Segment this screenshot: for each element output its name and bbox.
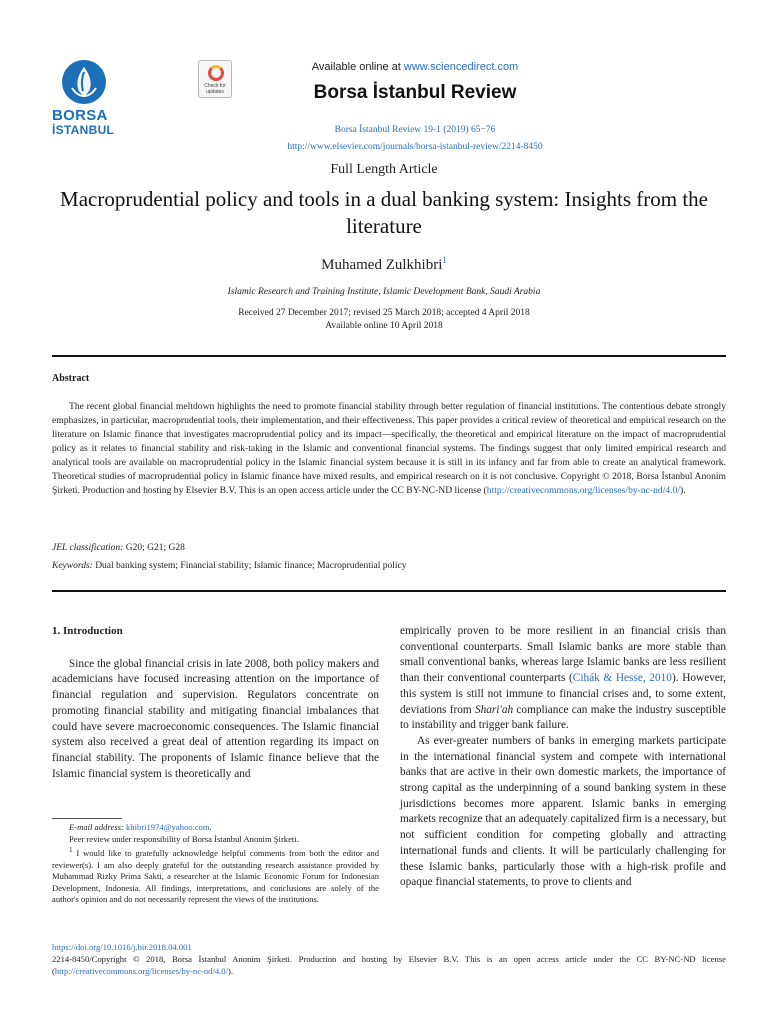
keywords-label: Keywords: <box>52 561 93 571</box>
available-date: Available online 10 April 2018 <box>325 321 443 331</box>
para2-text-b: ). However, this system is still not immune to financial crises and, to some extent, deviations from <box>400 672 726 716</box>
available-online <box>0 61 768 73</box>
abstract-copyright: Copyright © 2018, Borsa İstanbul Anonim Şirketi. Production and hosting by Elsevier B.V. This is an open access article under the CC BY-NC-ND license ( <box>52 471 727 496</box>
journal-citation[interactable]: Borsa İstanbul Review 19-1 (2019) 65−76 <box>334 125 496 135</box>
email-end: . <box>209 822 212 832</box>
peer-review-note: Peer review under responsibility of Borsa İstanbul Anonim Şirketi. <box>69 833 299 844</box>
footnote-rule <box>52 818 122 819</box>
footer-license-close: ). <box>227 966 233 976</box>
abstract-top-rule <box>52 355 726 357</box>
abstract-license-link[interactable]: http://creativecommons.org/licenses/by-nc-nd/4.0/ <box>486 485 681 496</box>
para2-shariah: Shari'ah <box>474 703 514 716</box>
jel-value: G20; G21; G28 <box>123 543 185 553</box>
abstract-body <box>52 400 726 498</box>
right-column <box>400 624 726 891</box>
received-dates: Received 27 December 2017; revised 25 March 2018; accepted 4 April 2018 <box>238 308 530 318</box>
logo-text-borsa: BORSA <box>52 107 108 124</box>
author-email-link[interactable]: khibri1974@yahoo.com <box>125 822 210 832</box>
citation-cihak-hesse[interactable]: Cihák & Hesse, 2010 <box>572 672 672 685</box>
author-name <box>0 255 768 274</box>
footer-copyright-text: 2214-8450/Copyright © 2018, Borsa İstanbul Anonim Şirketi. Production and hosting by Elsevier B.V. This is an open access article under the CC BY-NC-ND license ( <box>52 954 726 976</box>
sciencedirect-link[interactable]: www.sciencedirect.com <box>403 61 519 73</box>
acknowledgement-text: I would like to gratefully acknowledge helpful comments from both the editor and reviewer(s). I am also deeply grateful for the outstanding research assistance provided by Muhammad Rizky Prima Sakti, a researcher at the Islamic Economic Forum for Indonesian Development, Indonesia. All findings, interpretations, and conclusions are solely of the author's opinion and do not necessarily represent the views of the institutions. <box>52 848 379 905</box>
abstract-heading: Abstract <box>52 373 90 384</box>
email-label: E-mail address: <box>69 822 126 832</box>
acknowledgement-footnote <box>52 845 379 906</box>
available-online-text: Available online at <box>311 61 404 73</box>
keywords-value: Dual banking system; Financial stability; Islamic finance; Macroprudential policy <box>92 561 407 571</box>
footnote-mark-1: 1 <box>69 846 73 855</box>
article-title: Macroprudential policy and tools in a dual banking system: Insights from the literature <box>60 187 708 238</box>
article-dates <box>0 307 768 333</box>
abstract-text: The recent global financial meltdown highlights the need to promote financial stability through better regulation of financial institutions. The contentious debate strongly emphasizes, in particular, macroprudential tools, their implementation, and their effectiveness. This paper provides a critical review of theoretical and empirical research on the literature on Islamic finance that investigates macroprudential policy and its impact—specifically, the theoretical and empirical literature on the impact of macroprudential policy as it relates to financial stability and risk-taking in the Islamic and conventional financial systems. The findings suggest that only limited empirical research and analytical tools are available on macroprudential policy in the Islamic financial system because it is still in its infancy and far from able to create an analytical framework. Theoretical studies of macroprudential policy in Islamic finance have mixed results, and empirical research on it is not conclusive. <box>52 401 726 482</box>
email-footnote <box>52 822 379 834</box>
logo-text-istanbul: İSTANBUL <box>52 123 115 137</box>
intro-paragraph-2 <box>400 624 726 734</box>
footer-copyright <box>52 953 726 977</box>
footnotes <box>52 822 379 906</box>
author-footnote-mark[interactable]: 1 <box>442 255 447 265</box>
keywords <box>52 561 407 571</box>
intro-paragraph-3: As ever-greater numbers of banks in emerging markets participate in the international financial system and compete with international banks that are active in their own domestic markets, the importance of strong capital as the underpinning of a sound banking system in these jurisdictions becomes more apparent. Islamic banks in emerging markets recognize that an adequately capitalized firm is a necessary, but not sufficient condition for competing globally and attracting international funds and clients. It will be particularly challenging for these Islamic banks, particularly those with a high-risk profile and opaque financial statements, to prove to clients and <box>400 734 726 889</box>
check-badge-label: Check for updates <box>204 83 226 95</box>
jel-classification <box>52 543 185 553</box>
left-column <box>52 624 379 782</box>
para2-text-a: empirically proven to be more resilient in an financial crisis than conventional counterparts. Small Islamic banks are more stable than small conventional banks, whereas large Islamic banks are less resilient than their conventional counterparts ( <box>400 625 726 685</box>
doi-link[interactable]: https://doi.org/10.1016/j.bir.2018.04.001 <box>52 942 192 952</box>
journal-title: Borsa İstanbul Review <box>313 82 517 103</box>
footer-license-link[interactable]: http://creativecommons.org/licenses/by-nc-nd/4.0/ <box>54 966 228 976</box>
abstract-bottom-rule <box>52 590 726 592</box>
author-affiliation: Islamic Research and Training Institute, Islamic Development Bank, Saudi Arabia <box>227 287 541 297</box>
jel-label: JEL classification: <box>52 543 124 553</box>
section-heading-introduction: 1. Introduction <box>52 625 123 637</box>
author-text: Muhamed Zulkhibri <box>321 257 443 273</box>
journal-url-link[interactable]: http://www.elsevier.com/journals/borsa-istanbul-review/2214-8450 <box>287 142 543 152</box>
para2-text-c: compliance can make the industry susceptible to instability and trigger bank failure. <box>400 703 726 732</box>
intro-paragraph-1: Since the global financial crisis in late 2008, both policy makers and academicians have focused increasing attention on the importance of financial regulation and supervision. Regulators concentrate on promoting financial stability and mitigating financial imbalances that could have severe macroeconomic consequences. The Islamic financial system also received a great deal of attention regarding its impact on financial stability. The proponents of Islamic finance believe that the Islamic financial system is theoretically and <box>52 657 379 780</box>
article-type: Full Length Article <box>330 162 438 177</box>
abstract-license-close: ). <box>680 485 686 496</box>
